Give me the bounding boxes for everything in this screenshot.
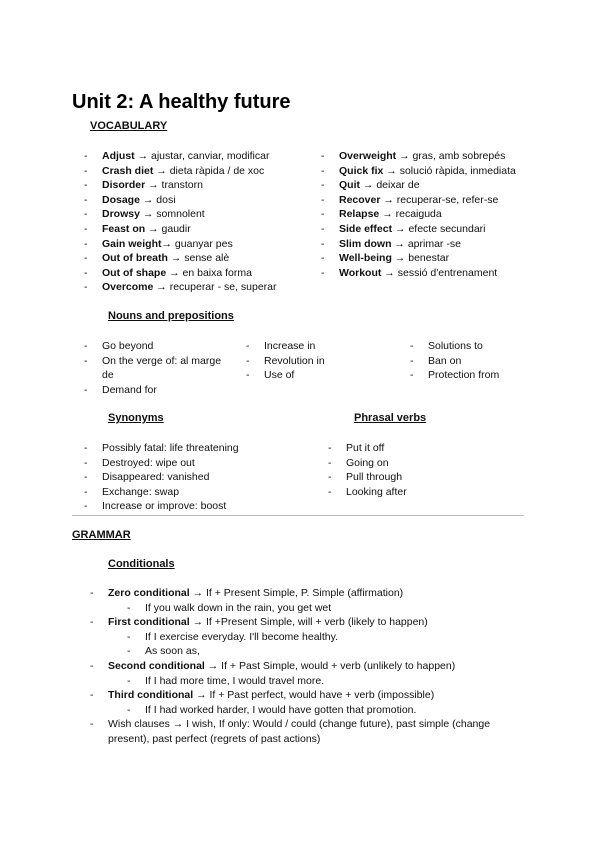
synonym-item: - Disappeared: vanished xyxy=(84,470,324,485)
nouns-list-col1 xyxy=(84,339,224,397)
synonyms-list xyxy=(84,441,324,514)
vocabulary-term: Crash diet xyxy=(102,164,154,177)
vocabulary-heading: VOCABULARY xyxy=(90,120,168,132)
vocabulary-term: Drowsy xyxy=(102,208,140,221)
vocabulary-item xyxy=(84,207,314,222)
zero-conditional-term: Zero conditional xyxy=(108,587,190,599)
vocabulary-item xyxy=(321,149,541,164)
noun-preposition-item: - Use of xyxy=(246,368,386,383)
second-conditional-example-text: If I had more time, I would travel more. xyxy=(145,675,325,687)
vocabulary-term: Well-being xyxy=(339,252,392,265)
vocabulary-definition: → en baixa forma xyxy=(166,266,252,279)
noun-preposition-item: - Demand for xyxy=(84,383,224,398)
vocabulary-term: Relapse xyxy=(339,208,380,221)
vocabulary-definition: → efecte secundari xyxy=(392,222,486,235)
third-conditional-rule: → If + Past perfect, would have + verb (impossible) xyxy=(193,689,435,701)
noun-preposition-item: - Protection from xyxy=(410,368,550,383)
synonym-item: - Increase or improve: boost xyxy=(84,499,324,514)
vocabulary-item xyxy=(84,193,314,208)
vocabulary-list-left xyxy=(84,149,314,295)
phrasal-verb-item: - Going on xyxy=(328,456,528,471)
third-conditional-example-text: If I had worked harder, I would have gotten that promotion. xyxy=(145,704,417,716)
wish-clauses-line-2: present), past perfect (regrets of past actions) xyxy=(108,733,321,745)
synonym-item: - Possibly fatal: life threatening xyxy=(84,441,324,456)
zero-conditional-example-text: If you walk down in the rain, you get wet xyxy=(145,602,332,614)
phrasal-verbs-list xyxy=(328,441,528,499)
grammar-heading: GRAMMAR xyxy=(72,529,131,541)
vocabulary-item xyxy=(84,149,314,164)
vocabulary-item xyxy=(84,266,314,281)
conditionals-heading: Conditionals xyxy=(108,558,175,570)
vocabulary-item xyxy=(321,222,541,237)
synonym-item: - Exchange: swap xyxy=(84,485,324,500)
vocabulary-item xyxy=(321,178,541,193)
vocabulary-term: Overcome xyxy=(102,281,154,294)
phrasal-verb-item: - Looking after xyxy=(328,485,528,500)
vocabulary-definition: → guanyar pes xyxy=(161,237,233,250)
nouns-list-col3 xyxy=(410,339,550,383)
vocabulary-definition: → gaudir xyxy=(145,222,191,235)
vocabulary-term: Quick fix xyxy=(339,164,384,177)
noun-preposition-item: - On the verge of: al marge de xyxy=(84,354,224,383)
section-divider xyxy=(72,515,524,516)
vocabulary-item xyxy=(321,266,541,281)
vocabulary-term: Adjust xyxy=(102,150,135,162)
vocabulary-item xyxy=(84,178,314,193)
first-conditional-example-1-text: If I exercise everyday. I'll become healthy. xyxy=(145,631,339,643)
second-conditional-rule: → If + Past Simple, would + verb (unlikely to happen) xyxy=(204,660,456,672)
phrasal-verbs-heading: Phrasal verbs xyxy=(354,412,427,424)
vocabulary-definition: → gras, amb sobrepés xyxy=(396,150,506,162)
vocabulary-item xyxy=(84,280,314,295)
conditionals-list: - Zero conditional → If + Present Simple, P. Simple (affirmation) - If you walk down in the rain, you get wet - First conditional → If +Present Simple, will + verb (likely to happen) - If I exercise everyday. I'll become healthy. - As soon as, - Second conditional → If + Past Simple, would + verb (unlikely to happen) - If I had more time, I would travel more. - Third conditional → If + Past perfect, would have + verb (impossible) - If I had worked harder, I would have gotten that promotion. - Wish clauses → I wish, If only: Would / could (change future), past simple (change present), past perfect (regrets of past actions) xyxy=(90,587,491,745)
noun-preposition-item: - Go beyond xyxy=(84,339,224,354)
vocabulary-definition: → aprimar -se xyxy=(391,237,461,250)
vocabulary-definition: → recuperar-se, refer-se xyxy=(380,193,499,206)
vocabulary-term: Recover xyxy=(339,193,381,206)
vocabulary-term: Out of breath xyxy=(102,252,168,265)
phrasal-verb-item: - Put it off xyxy=(328,441,528,456)
vocabulary-definition: → dieta ràpida / de xoc xyxy=(153,164,265,177)
vocabulary-term: Feast on xyxy=(102,222,146,235)
wish-clauses-line-1: Wish clauses → I wish, If only: Would / could (change future), past simple (change xyxy=(108,718,491,730)
vocabulary-item xyxy=(84,237,314,252)
vocabulary-definition: → deixar de xyxy=(360,179,420,192)
vocabulary-term: Side effect xyxy=(339,222,393,235)
synonyms-heading: Synonyms xyxy=(108,412,164,424)
synonym-item: - Destroyed: wipe out xyxy=(84,456,324,471)
vocabulary-definition: → recuperar - se, superar xyxy=(153,281,277,294)
vocabulary-item xyxy=(321,237,541,252)
vocabulary-term: Out of shape xyxy=(102,266,167,279)
noun-preposition-item: - Ban on xyxy=(410,354,550,369)
vocabulary-definition: → ajustar, canviar, modificar xyxy=(134,150,270,162)
noun-preposition-item: - Revolution in xyxy=(246,354,386,369)
vocabulary-definition: → recaiguda xyxy=(379,208,442,221)
vocabulary-term: Disorder xyxy=(102,179,146,192)
vocabulary-item xyxy=(321,164,541,179)
vocabulary-term: Dosage xyxy=(102,193,140,206)
page-title: Unit 2: A healthy future xyxy=(72,91,291,113)
vocabulary-definition: → somnolent xyxy=(139,208,205,221)
vocabulary-definition: → sessió d'entrenament xyxy=(381,266,498,279)
vocabulary-term: Slim down xyxy=(339,237,392,250)
vocabulary-item xyxy=(321,251,541,266)
vocabulary-definition: → benestar xyxy=(391,252,450,265)
phrasal-verb-item: - Pull through xyxy=(328,470,528,485)
vocabulary-item xyxy=(321,193,541,208)
noun-preposition-item: - Solutions to xyxy=(410,339,550,354)
vocabulary-term: Workout xyxy=(339,266,382,279)
noun-preposition-item: - Increase in xyxy=(246,339,386,354)
nouns-prepositions-heading: Nouns and prepositions xyxy=(108,310,234,322)
vocabulary-list-right xyxy=(321,149,541,280)
third-conditional-term: Third conditional xyxy=(108,689,194,701)
vocabulary-term: Overweight xyxy=(339,150,397,162)
first-conditional-example-2-text: As soon as, xyxy=(145,645,200,657)
first-conditional-term: First conditional xyxy=(108,616,190,628)
vocabulary-term: Gain weight xyxy=(102,237,162,250)
vocabulary-definition: → transtorn xyxy=(145,179,203,192)
nouns-list-col2 xyxy=(246,339,386,383)
vocabulary-item xyxy=(84,251,314,266)
second-conditional-term: Second conditional xyxy=(108,660,205,672)
first-conditional-rule: → If +Present Simple, will + verb (likely to happen) xyxy=(189,616,428,628)
vocabulary-item xyxy=(84,222,314,237)
vocabulary-item xyxy=(84,164,314,179)
vocabulary-definition: → dosi xyxy=(139,193,176,206)
zero-conditional-rule: → If + Present Simple, P. Simple (affirmation) xyxy=(189,587,404,599)
vocabulary-definition: → solució ràpida, inmediata xyxy=(383,164,516,177)
vocabulary-term: Quit xyxy=(339,179,360,192)
vocabulary-definition: → sense alè xyxy=(167,252,230,265)
vocabulary-item xyxy=(321,207,541,222)
